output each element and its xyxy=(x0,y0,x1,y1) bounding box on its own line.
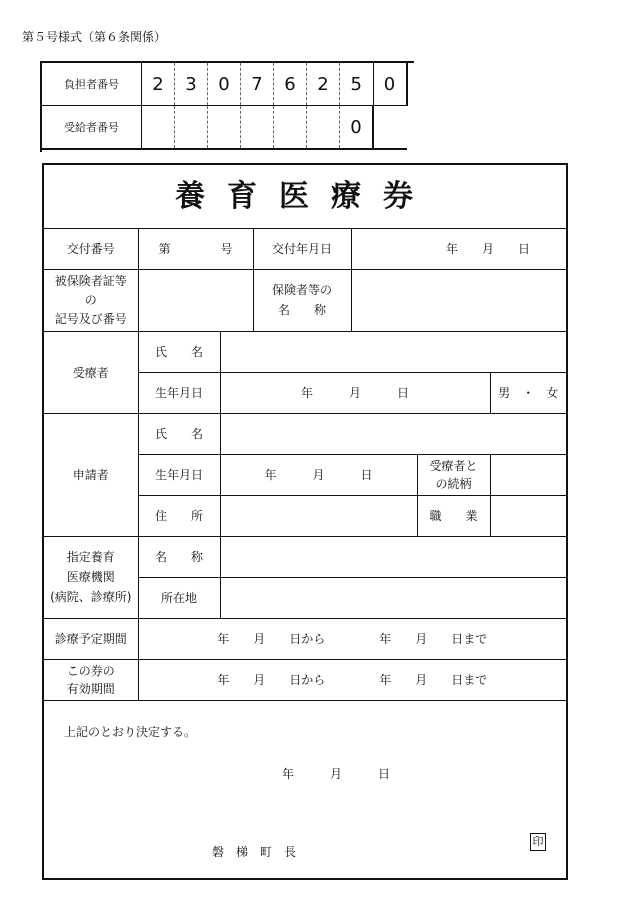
decision-date[interactable]: 年 月 日 xyxy=(282,767,391,781)
applicant-name-label: 氏 名 xyxy=(138,413,220,454)
applicant-dob-field[interactable]: 年 月 日 xyxy=(220,454,417,495)
insurer-field[interactable] xyxy=(351,269,566,331)
period-from: 年 月 日から xyxy=(217,632,326,646)
burden-digit: 7 xyxy=(241,63,274,106)
burden-digit: 2 xyxy=(142,63,175,106)
insured-label-2: の xyxy=(84,292,97,307)
dai-text: 第 xyxy=(158,241,171,256)
form-title: 養育医療券 xyxy=(44,165,566,229)
mayor-title: 磐 梯 町 長 xyxy=(212,845,297,859)
relation-field[interactable] xyxy=(490,454,566,495)
patient-name-label: 氏 名 xyxy=(138,331,220,372)
decision-text: 上記のとおり決定する。 xyxy=(64,725,197,739)
recipient-digit xyxy=(208,106,241,150)
address-label: 住 所 xyxy=(138,495,220,536)
patient-name-field[interactable] xyxy=(220,331,566,372)
insured-field[interactable] xyxy=(138,269,253,331)
address-field[interactable] xyxy=(220,495,417,536)
number-boxes xyxy=(40,61,414,152)
burden-digit: 2 xyxy=(307,63,340,106)
facility-label-3: (病院、診療所) xyxy=(50,590,132,604)
form-grid xyxy=(44,228,566,701)
medical-ticket-form xyxy=(42,163,568,880)
facility-name-field[interactable] xyxy=(220,536,566,577)
patient-label: 受療者 xyxy=(44,331,138,413)
period-field[interactable] xyxy=(138,618,566,659)
valid-from: 年 月 日から xyxy=(217,673,326,687)
facility-name-label: 名 称 xyxy=(138,536,220,577)
insured-label-3: 記号及び番号 xyxy=(54,311,127,326)
valid-label xyxy=(44,659,138,700)
burden-digit: 6 xyxy=(274,63,307,106)
recipient-digit xyxy=(241,106,274,150)
relation-label-1: 受療者と xyxy=(429,458,478,473)
patient-dob-label: 生年月日 xyxy=(138,372,220,413)
burden-digit: 5 xyxy=(340,63,374,106)
blank-cell xyxy=(373,106,407,150)
insurer-label xyxy=(253,269,351,331)
burden-digit: 0 xyxy=(208,63,241,106)
patient-dob-field[interactable]: 年 月 日 xyxy=(220,372,490,413)
recipient-digit xyxy=(274,106,307,150)
period-label: 診療予定期間 xyxy=(44,618,138,659)
recipient-digit xyxy=(307,106,340,150)
relation-label xyxy=(417,454,490,495)
applicant-label: 申請者 xyxy=(44,413,138,536)
applicant-dob-label: 生年月日 xyxy=(138,454,220,495)
insurer-label-1: 保険者等の xyxy=(271,283,332,297)
burden-digit: 0 xyxy=(373,63,407,106)
facility-location-field[interactable] xyxy=(220,577,566,618)
recipient-digit xyxy=(142,106,175,150)
burden-label: 負担者番号 xyxy=(42,63,142,106)
facility-label-1: 指定養育 xyxy=(66,550,115,564)
patient-sex-field[interactable]: 男 ・ 女 xyxy=(490,372,566,413)
occupation-field[interactable] xyxy=(490,495,566,536)
issue-date-field[interactable]: 年 月 日 xyxy=(351,228,566,269)
recipient-digit xyxy=(175,106,208,150)
facility-label xyxy=(44,536,138,618)
recipient-digit: 0 xyxy=(340,106,374,150)
issue-no-label: 交付番号 xyxy=(44,228,138,269)
recipient-label: 受給者番号 xyxy=(42,106,142,150)
valid-field[interactable] xyxy=(138,659,566,700)
insured-label-1: 被保険者証等 xyxy=(54,273,127,288)
burden-digit: 3 xyxy=(175,63,208,106)
occupation-label: 職 業 xyxy=(417,495,490,536)
issue-date-label: 交付年月日 xyxy=(253,228,351,269)
relation-label-2: の続柄 xyxy=(435,476,472,491)
seal-mark: 印 xyxy=(530,833,546,851)
facility-location-label: 所在地 xyxy=(138,577,220,618)
period-to: 年 月 日まで xyxy=(379,632,488,646)
decision-section xyxy=(44,701,566,878)
insurer-label-2: 名 称 xyxy=(277,303,326,317)
go-text: 号 xyxy=(220,241,233,256)
issue-no-field[interactable] xyxy=(138,228,253,269)
facility-label-2: 医療機関 xyxy=(66,570,115,584)
valid-label-1: この券の xyxy=(66,663,115,678)
form-number: 第５号様式（第６条関係） xyxy=(22,30,167,44)
valid-to: 年 月 日まで xyxy=(379,673,488,687)
valid-label-2: 有効期間 xyxy=(66,681,115,696)
insured-label xyxy=(44,269,138,331)
applicant-name-field[interactable] xyxy=(220,413,566,454)
